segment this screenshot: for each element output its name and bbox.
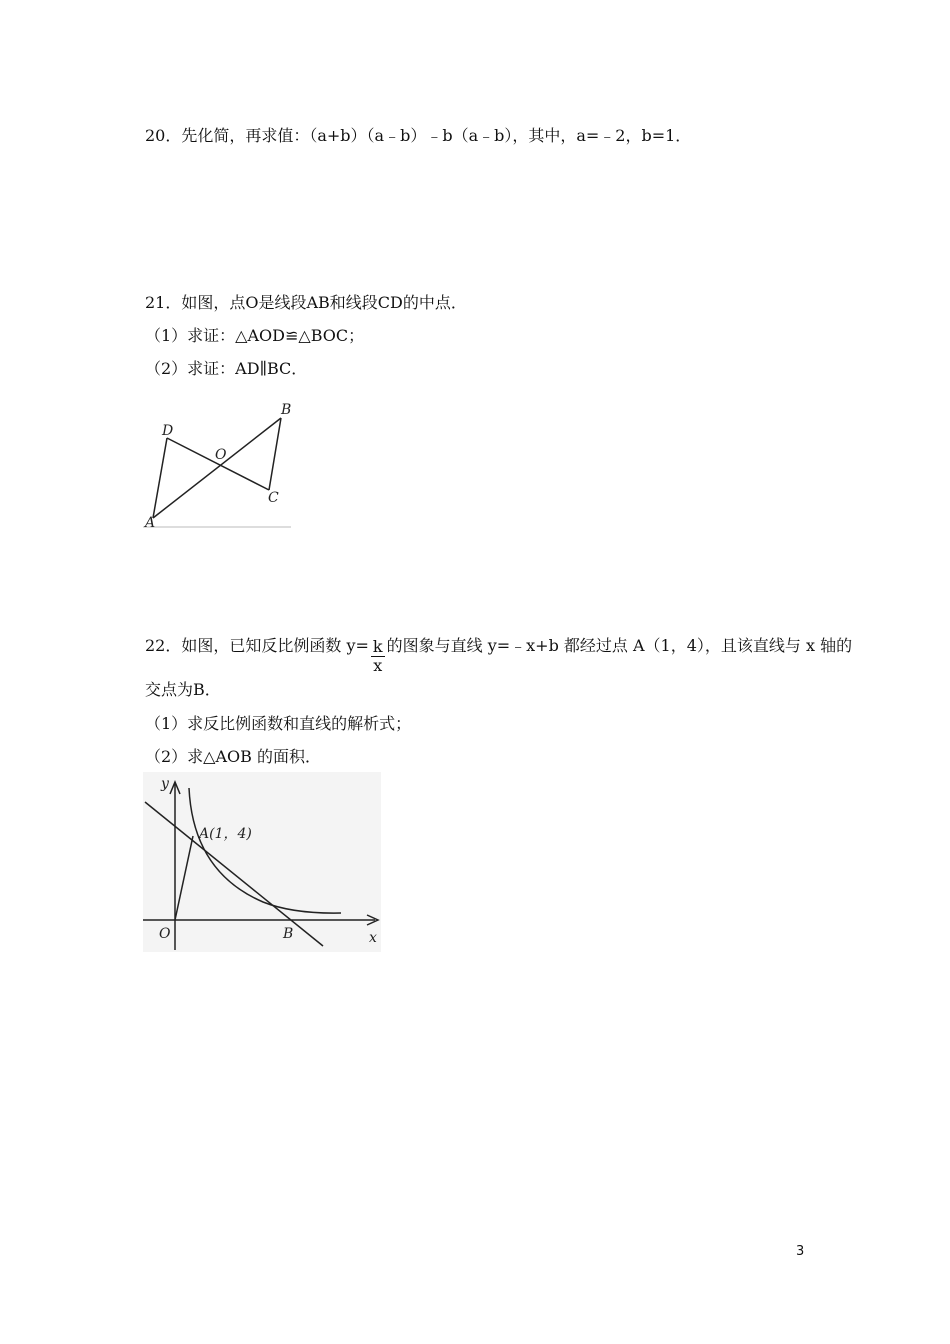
y-axis-label: y (161, 776, 169, 792)
label-b: B (281, 402, 292, 418)
fraction-numerator: k (372, 637, 383, 656)
label-c: C (268, 490, 279, 506)
question-21-title: 21．如图，点O是线段AB和线段CD的中点． (145, 293, 467, 312)
segment-dc (167, 438, 269, 490)
fraction-denominator: x (373, 656, 383, 675)
question-22-figure (143, 772, 381, 952)
segment-ad (153, 438, 167, 518)
x-axis-label: x (369, 930, 377, 946)
label-d: D (162, 423, 174, 439)
fraction-k-over-x (371, 638, 385, 675)
question-22-title-before: 22．如图，已知反比例函数 y= (145, 636, 369, 655)
question-22-title-after: 的图象与直线 y=﹣x+b 都经过点 A（1，4），且该直线与 x 轴的 (386, 636, 853, 655)
page-number: 3 (796, 1244, 805, 1259)
label-a: A (145, 515, 156, 530)
figure-background (143, 772, 381, 952)
question-22-title (145, 628, 853, 675)
question-21-part-2: （2）求证：AD∥BC． (145, 359, 308, 378)
label-o: O (215, 447, 227, 463)
question-20: 20．先化简，再求值：（a+b）（a﹣b）﹣b（a﹣b），其中，a=﹣2，b=1． (145, 126, 692, 145)
question-21-part-1: （1）求证：△AOD≌△BOC； (145, 326, 365, 345)
question-21-figure (143, 398, 293, 530)
segment-bc (269, 418, 281, 490)
question-22-part-1: （1）求反比例函数和直线的解析式； (145, 714, 412, 733)
origin-label: O (159, 926, 171, 942)
question-22-title-continued: 交点为B． (145, 680, 221, 699)
question-22-part-2: （2）求△AOB 的面积． (145, 747, 322, 766)
point-b-label: B (283, 926, 294, 942)
point-a-label: A(1，4) (199, 826, 252, 842)
